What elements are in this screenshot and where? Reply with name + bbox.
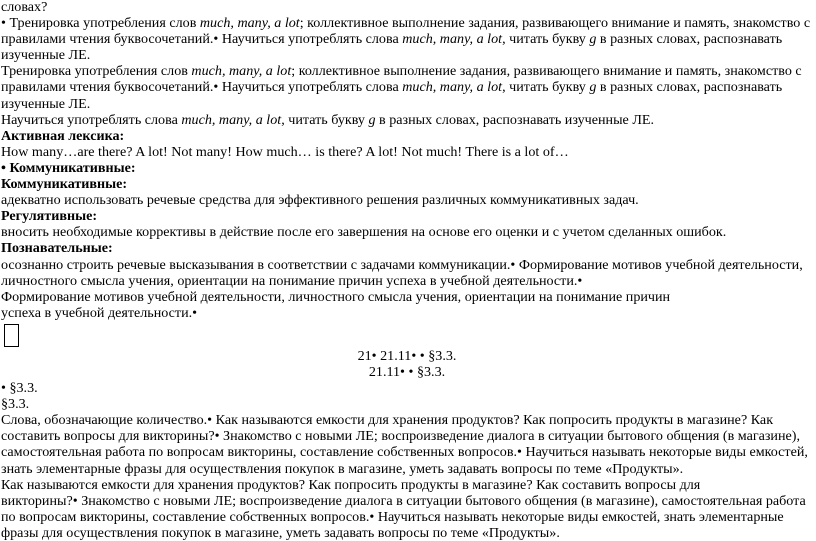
text-span: словах? [1, 0, 48, 15]
text-span: Научиться употреблять слова [1, 111, 182, 128]
italic-letter: g [589, 31, 597, 48]
italic-words: much, many, a lot [199, 15, 300, 32]
text-span: ; коллективное выполнение задания, развивающего внимание и память, знакомство с правилами чтения буквосочетаний.• Научиться употреблять слова [1, 15, 811, 48]
italic-words: much, many, a lot [181, 111, 282, 128]
paragraph-quantity-words: Слова, обозначающие количество.• Как называются емкости для хранения продуктов? Как попросить продукты в магазине? Как составить вопросы для викторины?• Знакомство с новыми ЛЕ; воспроизведение диалога в ситуации бытового общения (в магазине), самостоятельная работа по вопросам викторины, составление собственных вопросов.• Научиться называть некоторые виды емкостей, знать элементарные фразы для осуществления покупок в магазине, уметь задавать вопросы по теме «Продукты». [1, 412, 808, 477]
date-section-line: 21.11• • §3.3. [368, 363, 446, 380]
heading-communicative-bullet: • Коммуникативные: [1, 159, 136, 176]
regulative-text: вносить необходимые коррективы в действие после его завершения на основе его оценки и с учетом сделанных ошибок. [1, 224, 727, 241]
heading-regulative: Регулятивные: [1, 208, 98, 225]
text-span: в разных словах, распознавать изученные ЛЕ. [1, 31, 783, 64]
paragraph-containers-line: Как называются емкости для хранения продуктов? Как попросить продукты в магазине? Как составить вопросы для [1, 476, 701, 493]
document-page [1, 0, 813, 541]
italic-words: much, many, a lot [402, 79, 503, 96]
heading-communicative: Коммуникативные: [1, 176, 128, 193]
cognitive-text-repeat: Формирование мотивов учебной деятельности, личностного смысла учения, ориентации на понимание причин успеха в учебной деятельности.• [1, 288, 671, 321]
text-span: ; коллективное выполнение задания, развивающего внимание и память, знакомство с правилами чтения буквосочетаний.• Научиться употреблять слова [1, 63, 802, 96]
heading-active-vocab: Активная лексика: [1, 127, 125, 144]
date-section-line: 21• 21.11• • §3.3. [357, 347, 457, 364]
text-span: Тренировка употребления слов [1, 63, 192, 80]
active-vocab-text: How many…are there? A lot! Not many! How much… is there? A lot! Not much! There is a lot of… [1, 143, 569, 160]
text-span: , читать букву [502, 31, 590, 48]
italic-words: much, many, a lot [191, 63, 292, 80]
paragraph-containers: викторины?• Знакомство с новыми ЛЕ; воспроизведение диалога в ситуации бытового общения (в магазине), самостоятельная работа по вопросам викторины, составление собственных вопросов.• Научиться называть некоторые виды емкостей, знать элементарные фразы для осуществления покупок в магазине, уметь задавать вопросы по теме «Продукты». [1, 492, 806, 541]
text-line [1, 0, 813, 15]
section-line: • §3.3. [1, 380, 38, 397]
text-span: , читать букву [281, 111, 369, 128]
cognitive-text: осознанно строить речевые высказывания в соответствии с задачами коммуникации.• Формирование мотивов учебной деятельности, личностного смысла учения, ориентации на понимание причин успеха в учебной деятельности.• [1, 256, 803, 289]
italic-words: much, many, a lot [402, 31, 503, 48]
empty-cell-box [4, 324, 19, 347]
paragraph-training [1, 63, 813, 111]
paragraph-training-bullet [1, 15, 813, 63]
heading-cognitive: Познавательные: [1, 240, 113, 257]
paragraph-learn [1, 112, 813, 128]
text-span: , читать букву [502, 79, 590, 96]
italic-letter: g [368, 111, 376, 128]
communicative-text: адекватно использовать речевые средства для эффективного решения различных коммуникативных задач. [1, 192, 639, 209]
section-line: §3.3. [1, 396, 30, 413]
text-span: в разных словах, распознавать изученные ЛЕ. [1, 79, 783, 112]
text-span: в разных словах, распознавать изученные ЛЕ. [375, 111, 655, 128]
italic-letter: g [589, 79, 597, 96]
text-span: • Тренировка употребления слов [1, 15, 200, 32]
